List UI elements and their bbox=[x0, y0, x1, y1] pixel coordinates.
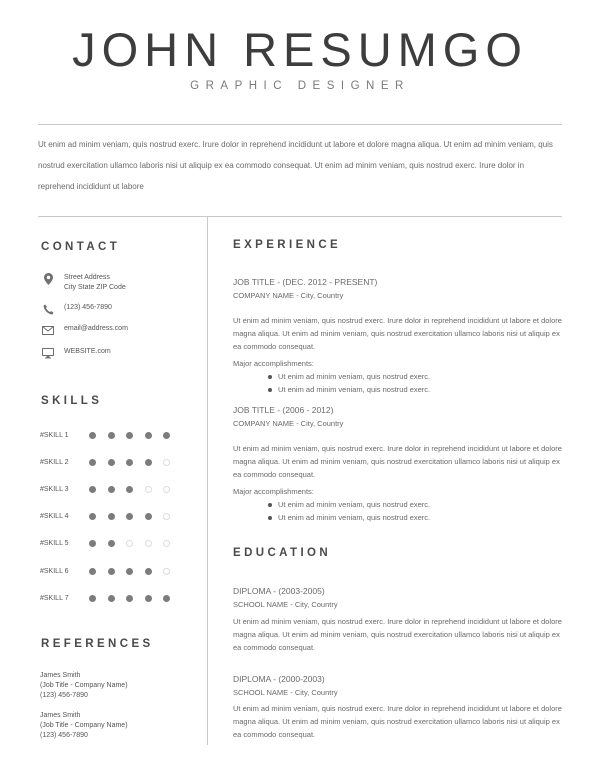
section-divider bbox=[38, 216, 562, 217]
contact-heading: CONTACT bbox=[41, 241, 121, 253]
column-divider bbox=[207, 217, 208, 745]
education-description: Ut enim ad minim veniam, quis nostrud exerc. Irure dolor in reprehend incididunt ut labore et dolore magna aliqua. Ut enim ad minim veniam, quis nostrud exercitation ullamco laboris nisi ut aliquip ex ea commodo consequat. bbox=[233, 617, 562, 652]
education-description: Ut enim ad minim veniam, quis nostrud exerc. Irure dolor in reprehend incididunt ut labore et dolore magna aliqua. Ut enim ad minim veniam, quis nostrud exercitation ullamco laboris nisi ut aliquip ex ea commodo consequat. bbox=[233, 704, 562, 739]
skill-rating bbox=[89, 486, 182, 493]
job-title: JOB TITLE - (DEC. 2012 - PRESENT) bbox=[233, 277, 378, 287]
rating-dot-filled bbox=[108, 568, 115, 575]
job-title: JOB TITLE - (2006 - 2012) bbox=[233, 405, 334, 415]
rating-dot-filled bbox=[126, 432, 133, 439]
rating-dot-empty bbox=[145, 486, 152, 493]
rating-dot-filled bbox=[145, 513, 152, 520]
rating-dot-filled bbox=[89, 513, 96, 520]
rating-dot-filled bbox=[145, 432, 152, 439]
bullet-icon bbox=[268, 375, 272, 379]
rating-dot-filled bbox=[126, 459, 133, 466]
education-school: SCHOOL NAME - City, Country bbox=[233, 688, 338, 697]
contact-phone bbox=[38, 303, 112, 315]
skill-label: #SKILL 3 bbox=[40, 485, 69, 493]
skill-row bbox=[40, 511, 182, 521]
rating-dot-filled bbox=[163, 595, 170, 602]
rating-dot-filled bbox=[108, 432, 115, 439]
reference-phone: (123) 456-7890 bbox=[40, 732, 88, 739]
rating-dot-empty bbox=[163, 486, 170, 493]
skill-row bbox=[40, 538, 182, 548]
accomplishment-item: Ut enim ad minim veniam, quis nostrud exerc. bbox=[268, 501, 430, 509]
contact-website bbox=[38, 347, 111, 359]
reference-item bbox=[40, 671, 128, 701]
accomplishment-item: Ut enim ad minim veniam, quis nostrud exerc. bbox=[268, 514, 430, 522]
accomplishments-label: Major accomplishments: bbox=[233, 359, 314, 368]
skill-row bbox=[40, 457, 182, 467]
rating-dot-empty bbox=[163, 513, 170, 520]
monitor-icon bbox=[38, 347, 58, 359]
job-description: Ut enim ad minim veniam, quis nostrud exerc. Irure dolor in reprehend incididunt ut labore et dolore magna aliqua. Ut enim ad minim veniam, quis nostrud exercitation ullamco laboris nisi ut aliquip ex ea commodo consequat. bbox=[233, 444, 562, 479]
rating-dot-filled bbox=[126, 513, 133, 520]
rating-dot-filled bbox=[126, 568, 133, 575]
address-line-1: Street Address bbox=[64, 274, 110, 281]
education-title: DIPLOMA - (2003-2005) bbox=[233, 586, 325, 596]
skill-rating bbox=[89, 595, 182, 602]
skills-heading: SKILLS bbox=[41, 395, 103, 407]
rating-dot-empty bbox=[145, 540, 152, 547]
bullet-icon bbox=[268, 516, 272, 520]
rating-dot-empty bbox=[163, 459, 170, 466]
rating-dot-filled bbox=[163, 432, 170, 439]
job-company: COMPANY NAME - City, Country bbox=[233, 419, 344, 428]
summary-paragraph: Ut enim ad minim veniam, quis nostrud exerc. Irure dolor in reprehend incididunt ut labore et dolore magna aliqua. Ut enim ad minim veniam, quis nostrud exercitation ullamco laboris nisi ut aliquip ex ea commodo consequat. Ut enim ad minim veniam, quis nostrud exerc. Irure dolor in reprehend incididunt ut labore bbox=[38, 140, 553, 191]
skill-label: #SKILL 1 bbox=[40, 431, 69, 439]
skill-rating bbox=[89, 568, 182, 575]
rating-dot-filled bbox=[89, 486, 96, 493]
experience-heading: EXPERIENCE bbox=[233, 239, 342, 251]
accomplishment-item: Ut enim ad minim veniam, quis nostrud exerc. bbox=[268, 386, 430, 394]
bullet-icon bbox=[268, 388, 272, 392]
skill-label: #SKILL 6 bbox=[40, 567, 69, 575]
skill-rating bbox=[89, 459, 182, 466]
rating-dot-filled bbox=[126, 595, 133, 602]
rating-dot-filled bbox=[145, 595, 152, 602]
website-url: WEBSITE.com bbox=[64, 348, 111, 355]
accomplishments-label: Major accomplishments: bbox=[233, 487, 314, 496]
skill-row bbox=[40, 430, 182, 440]
rating-dot-filled bbox=[108, 513, 115, 520]
education-heading: EDUCATION bbox=[233, 547, 332, 559]
phone-icon bbox=[38, 303, 58, 315]
rating-dot-filled bbox=[108, 459, 115, 466]
rating-dot-filled bbox=[108, 486, 115, 493]
reference-role: (Job Title - Company Name) bbox=[40, 722, 128, 729]
skill-row bbox=[40, 566, 182, 576]
phone-number: (123) 456-7890 bbox=[64, 304, 112, 311]
rating-dot-empty bbox=[163, 568, 170, 575]
rating-dot-filled bbox=[126, 486, 133, 493]
location-pin-icon bbox=[38, 273, 58, 285]
reference-name: James Smith bbox=[40, 712, 81, 719]
top-divider bbox=[38, 124, 562, 125]
rating-dot-filled bbox=[89, 540, 96, 547]
rating-dot-empty bbox=[163, 540, 170, 547]
contact-email bbox=[38, 324, 128, 336]
skill-label: #SKILL 7 bbox=[40, 594, 69, 602]
job-company: COMPANY NAME - City, Country bbox=[233, 291, 344, 300]
skill-row bbox=[40, 593, 182, 603]
rating-dot-filled bbox=[89, 459, 96, 466]
rating-dot-empty bbox=[126, 540, 133, 547]
reference-role: (Job Title - Company Name) bbox=[40, 682, 128, 689]
references-heading: REFERENCES bbox=[41, 638, 154, 650]
bullet-icon bbox=[268, 503, 272, 507]
education-school: SCHOOL NAME - City, Country bbox=[233, 600, 338, 609]
rating-dot-filled bbox=[145, 459, 152, 466]
job-description: Ut enim ad minim veniam, quis nostrud exerc. Irure dolor in reprehend incididunt ut labore et dolore magna aliqua. Ut enim ad minim veniam, quis nostrud exercitation ullamco laboris nisi ut aliquip ex ea commodo consequat. bbox=[233, 316, 562, 351]
rating-dot-filled bbox=[89, 432, 96, 439]
education-title: DIPLOMA - (2000-2003) bbox=[233, 674, 325, 684]
reference-item bbox=[40, 711, 128, 741]
skill-label: #SKILL 2 bbox=[40, 458, 69, 466]
skill-row bbox=[40, 484, 182, 494]
rating-dot-filled bbox=[89, 595, 96, 602]
resume-job-title: GRAPHIC DESIGNER bbox=[190, 80, 410, 92]
skill-rating bbox=[89, 540, 182, 547]
contact-address bbox=[38, 273, 126, 293]
rating-dot-filled bbox=[108, 540, 115, 547]
resume-name: JOHN RESUMGO bbox=[72, 23, 528, 76]
rating-dot-filled bbox=[108, 595, 115, 602]
rating-dot-filled bbox=[145, 568, 152, 575]
reference-name: James Smith bbox=[40, 672, 81, 679]
rating-dot-filled bbox=[89, 568, 96, 575]
skill-rating bbox=[89, 432, 182, 439]
envelope-icon bbox=[38, 324, 58, 336]
email-address: email@address.com bbox=[64, 325, 128, 332]
skill-label: #SKILL 4 bbox=[40, 512, 69, 520]
address-line-2: City State ZIP Code bbox=[64, 284, 126, 291]
accomplishment-item: Ut enim ad minim veniam, quis nostrud exerc. bbox=[268, 373, 430, 381]
skill-rating bbox=[89, 513, 182, 520]
skill-label: #SKILL 5 bbox=[40, 539, 69, 547]
reference-phone: (123) 456-7890 bbox=[40, 692, 88, 699]
